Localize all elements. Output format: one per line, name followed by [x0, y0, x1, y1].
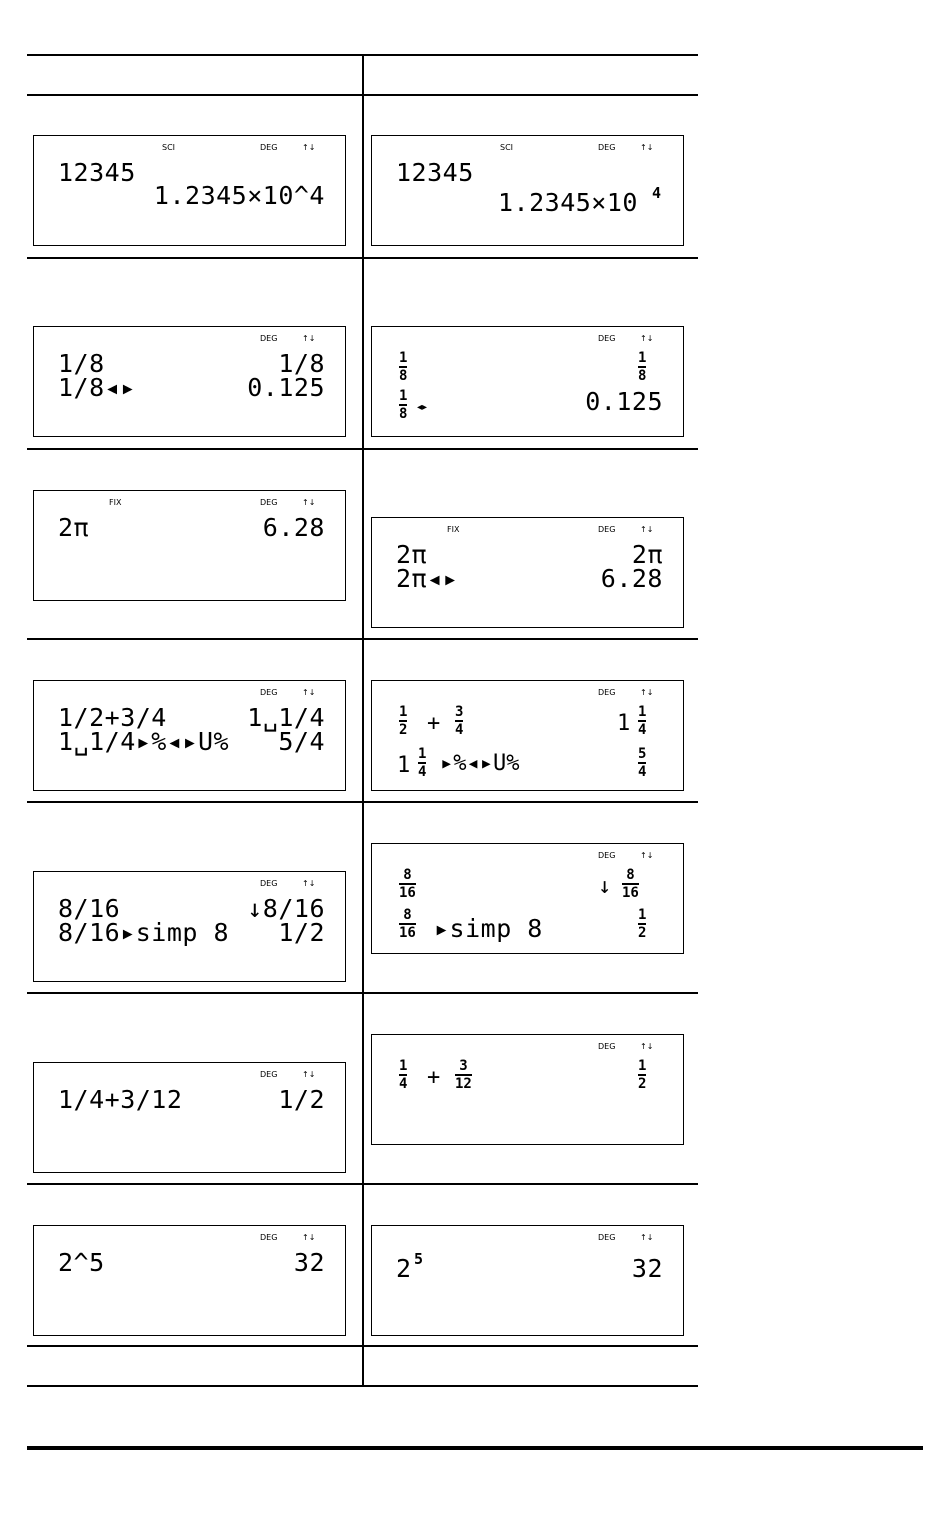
calculator-screen-mathprint — [371, 843, 684, 954]
deg-indicator: DEG — [260, 1070, 278, 1079]
entry-line: 2^5 — [58, 1248, 105, 1277]
numerator: 5 — [638, 746, 647, 762]
denominator: 16 — [399, 925, 416, 941]
result-line: 6.28 — [600, 564, 663, 593]
calculator-screen-classic — [33, 490, 346, 601]
numerator: 3 — [455, 704, 464, 720]
numerator: 1 — [638, 350, 647, 366]
entry-line: 1/8 — [58, 349, 105, 378]
numerator: 8 — [403, 867, 412, 883]
fraction — [399, 1059, 407, 1091]
result-line: 1.2345×10 — [498, 188, 638, 217]
fraction — [638, 908, 646, 940]
deg-indicator: DEG — [260, 143, 278, 152]
whole-number: 1 — [397, 753, 411, 778]
scroll-arrows-icon: ↑↓ — [640, 525, 654, 534]
fix-indicator: FIX — [109, 498, 122, 507]
scroll-arrows-icon: ↑↓ — [302, 1070, 316, 1079]
result-line: 0.125 — [585, 387, 663, 416]
deg-indicator: DEG — [598, 525, 616, 534]
calculator-screen-classic — [33, 326, 346, 437]
deg-indicator: DEG — [598, 143, 616, 152]
fraction — [455, 705, 463, 737]
result-line: 2π — [631, 540, 663, 569]
result-line: 1/2 — [278, 1085, 325, 1114]
plus-sign: + — [427, 711, 441, 736]
numerator: 1 — [399, 704, 408, 720]
entry-line: 1␣1/4▸%◂▸U% — [58, 727, 230, 756]
denominator: 2 — [638, 925, 647, 941]
deg-indicator: DEG — [598, 1233, 616, 1242]
deg-indicator: DEG — [598, 851, 616, 860]
numerator: 1 — [399, 350, 408, 366]
entry-line: 8/16▸simp 8 — [58, 918, 230, 947]
result-line: 1␣1/4 — [247, 703, 325, 732]
deg-indicator: DEG — [598, 688, 616, 697]
numerator: 1 — [418, 746, 427, 762]
denominator: 4 — [455, 722, 464, 738]
fraction — [638, 1059, 646, 1091]
calculator-screen-mathprint — [371, 135, 684, 246]
simp-operator: ▸simp 8 — [434, 914, 543, 943]
entry-exponent: 5 — [414, 1250, 424, 1268]
denominator: 8 — [399, 368, 408, 384]
deg-indicator: DEG — [260, 498, 278, 507]
fraction — [638, 747, 646, 779]
scroll-arrows-icon: ↑↓ — [302, 143, 316, 152]
whole-number: 1 — [617, 711, 631, 736]
calculator-screen-classic — [33, 135, 346, 246]
deg-indicator: DEG — [598, 334, 616, 343]
denominator: 12 — [455, 1076, 472, 1092]
denominator: 2 — [638, 1076, 647, 1092]
denominator: 4 — [418, 764, 427, 780]
scroll-arrows-icon: ↑↓ — [640, 1233, 654, 1242]
numerator: 1 — [638, 1058, 647, 1074]
scroll-arrows-icon: ↑↓ — [640, 688, 654, 697]
calculator-screen-classic — [33, 871, 346, 982]
plus-sign: + — [427, 1065, 441, 1090]
deg-indicator: DEG — [598, 1042, 616, 1051]
calculator-screen-classic — [33, 1062, 346, 1173]
denominator: 2 — [399, 722, 408, 738]
calculator-screen-mathprint — [371, 326, 684, 437]
convert-operator: ▸%◂▸U% — [440, 751, 520, 776]
fraction — [399, 868, 416, 900]
deg-indicator: DEG — [260, 1233, 278, 1242]
scroll-arrows-icon: ↑↓ — [302, 498, 316, 507]
numerator: 1 — [638, 907, 647, 923]
fraction — [399, 908, 416, 940]
scroll-arrows-icon: ↑↓ — [640, 851, 654, 860]
fraction — [622, 868, 639, 900]
fraction — [418, 747, 426, 779]
down-arrow-icon: ↓ — [598, 874, 612, 899]
numerator: 1 — [399, 388, 408, 404]
calculator-screen-classic — [33, 1225, 346, 1336]
deg-indicator: DEG — [260, 334, 278, 343]
result-line: 1.2345×10^4 — [153, 181, 325, 210]
fraction — [399, 389, 407, 421]
table-column-divider — [362, 55, 364, 1387]
entry-line: 12345 — [58, 158, 136, 187]
entry-line: 2π — [58, 513, 90, 542]
scroll-arrows-icon: ↑↓ — [640, 143, 654, 152]
fraction — [638, 351, 646, 383]
result-line: 1/2 — [278, 918, 325, 947]
fraction — [455, 1059, 472, 1091]
fraction — [399, 705, 407, 737]
numerator: 1 — [638, 704, 647, 720]
fraction — [638, 705, 646, 737]
result-line: ↓8/16 — [247, 894, 325, 923]
scroll-arrows-icon: ↑↓ — [302, 688, 316, 697]
fix-indicator: FIX — [447, 525, 460, 534]
entry-line: 2π◂▸ — [396, 564, 459, 593]
calculator-screen-mathprint — [371, 1225, 684, 1336]
deg-indicator: DEG — [260, 688, 278, 697]
denominator: 8 — [399, 406, 408, 422]
scroll-arrows-icon: ↑↓ — [640, 1042, 654, 1051]
denominator: 4 — [638, 722, 647, 738]
entry-line: 8/16 — [58, 894, 121, 923]
fraction — [399, 351, 407, 383]
entry-line: 1/4+3/12 — [58, 1085, 183, 1114]
sci-indicator: SCI — [162, 143, 176, 152]
calculator-screen-mathprint — [371, 1034, 684, 1145]
result-line: 32 — [631, 1254, 663, 1283]
denominator: 8 — [638, 368, 647, 384]
entry-line: 12345 — [396, 158, 474, 187]
calculator-screen-mathprint — [371, 680, 684, 791]
denominator: 16 — [622, 885, 639, 901]
entry-base: 2 — [396, 1254, 412, 1283]
result-line: 0.125 — [247, 373, 325, 402]
denominator: 4 — [399, 1076, 408, 1092]
scroll-arrows-icon: ↑↓ — [302, 334, 316, 343]
entry-line: 2π — [396, 540, 428, 569]
page-bottom-rule — [27, 1446, 923, 1450]
result-line: 5/4 — [278, 727, 325, 756]
convert-arrows-icon: ◂▸ — [417, 402, 428, 413]
numerator: 3 — [459, 1058, 468, 1074]
result-line: 32 — [293, 1248, 325, 1277]
result-line: 1/8 — [278, 349, 325, 378]
entry-line: 1/8◂▸ — [58, 373, 136, 402]
scroll-arrows-icon: ↑↓ — [640, 334, 654, 343]
numerator: 8 — [626, 867, 635, 883]
calculator-screen-mathprint — [371, 517, 684, 628]
deg-indicator: DEG — [260, 879, 278, 888]
result-line: 6.28 — [262, 513, 325, 542]
denominator: 4 — [638, 764, 647, 780]
denominator: 16 — [399, 885, 416, 901]
numerator: 1 — [399, 1058, 408, 1074]
scroll-arrows-icon: ↑↓ — [302, 879, 316, 888]
scroll-arrows-icon: ↑↓ — [302, 1233, 316, 1242]
result-exponent: 4 — [652, 184, 662, 202]
calculator-screen-classic — [33, 680, 346, 791]
sci-indicator: SCI — [500, 143, 514, 152]
numerator: 8 — [403, 907, 412, 923]
entry-line: 1/2+3/4 — [58, 703, 167, 732]
